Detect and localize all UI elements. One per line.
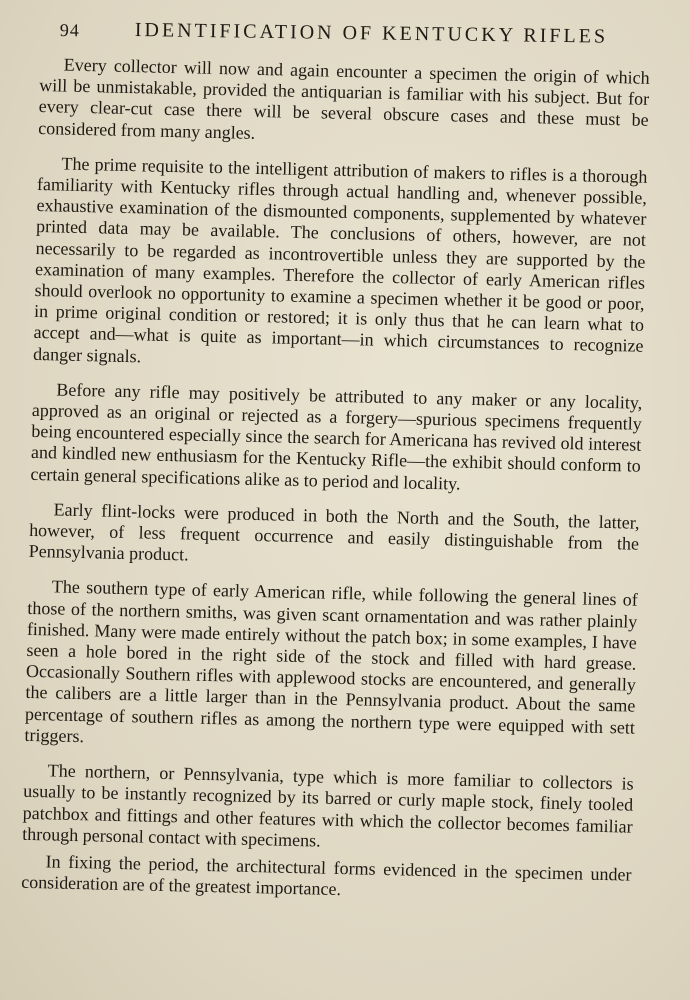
- running-head: [60, 18, 620, 56]
- body-text: [21, 54, 650, 921]
- paragraph-northern-type: The northern, or Pennsylvania, type which is more familiar to collectors is usually to be instantly recognized by its barred or curly maple stock, finely tooled patchbox and fittings and other features with which the collector becomes familiar through personal contact with specimens.: [22, 760, 634, 851]
- paragraph-prime-requisite: The prime requisite to the intelligent attribution of makers to rifles is a thorough familiarity with Kentucky rifles through actual handling and, whenever possible, exhaustive examination of the dismounted components, supplemented by whatever printed data may be available. The conclusions of others, however, are not necessarily to be regarded as incontrovertible unless they are supported by the examination of many examples. Therefore the collector of early American rifles should overlook no opportunity to examine a specimen whether it be good or poor, in prime original condition or restored; it is only thus that he can learn what to accept and—what is quite as important—in which circumstances to recognize danger signals.: [32, 153, 648, 367]
- paragraph-attribution: Before any rifle may positively be attributed to any maker or any locality, approved as an original or rejected as a forgery—spurious specimens frequently being encountered especially since the search for Americana has revived old interest and kindled new enthusiasm for the Kentucky Rifle—the exhibit should conform to certain general specifications alike as to period and locality.: [30, 379, 643, 494]
- page-number: 94: [59, 19, 80, 41]
- paragraph-early-flint-locks: Early flint-locks were produced in both the North and the South, the latter, however, of less frequent occurrence and easily distinguishable from the Pennsylvania product.: [28, 499, 640, 565]
- paragraph-collector-encounters: Every collector will now and again encounter a specimen the origin of which will be unmistakable, provided the antiquarian is familiar with his subject. But for every clear-cut case there will be several obscure cases and these must be considered from many angles.: [38, 54, 650, 143]
- book-title: IDENTIFICATION OF KENTUCKY RIFLES: [134, 19, 609, 48]
- paragraph-southern-type: The southern type of early American rifle, while following the general lines of those of the northern smiths, was given scant ornamentation and was rather plainly finished. Many were made entirely without the patch box; in some examples, I have seen a hole bored in the right side of the stock and filled with hard grease. Occasionally Southern rifles with applewood stocks are encountered, and generally the calibers are a little larger than in the Pennsylvania product. About the same percentage of southern rifles as among the northern type were equipped with sett triggers.: [24, 576, 638, 747]
- paragraph-fixing-period: In fixing the period, the architectural forms evidenced in the specimen under consideration are of the greatest importance.: [20, 851, 632, 900]
